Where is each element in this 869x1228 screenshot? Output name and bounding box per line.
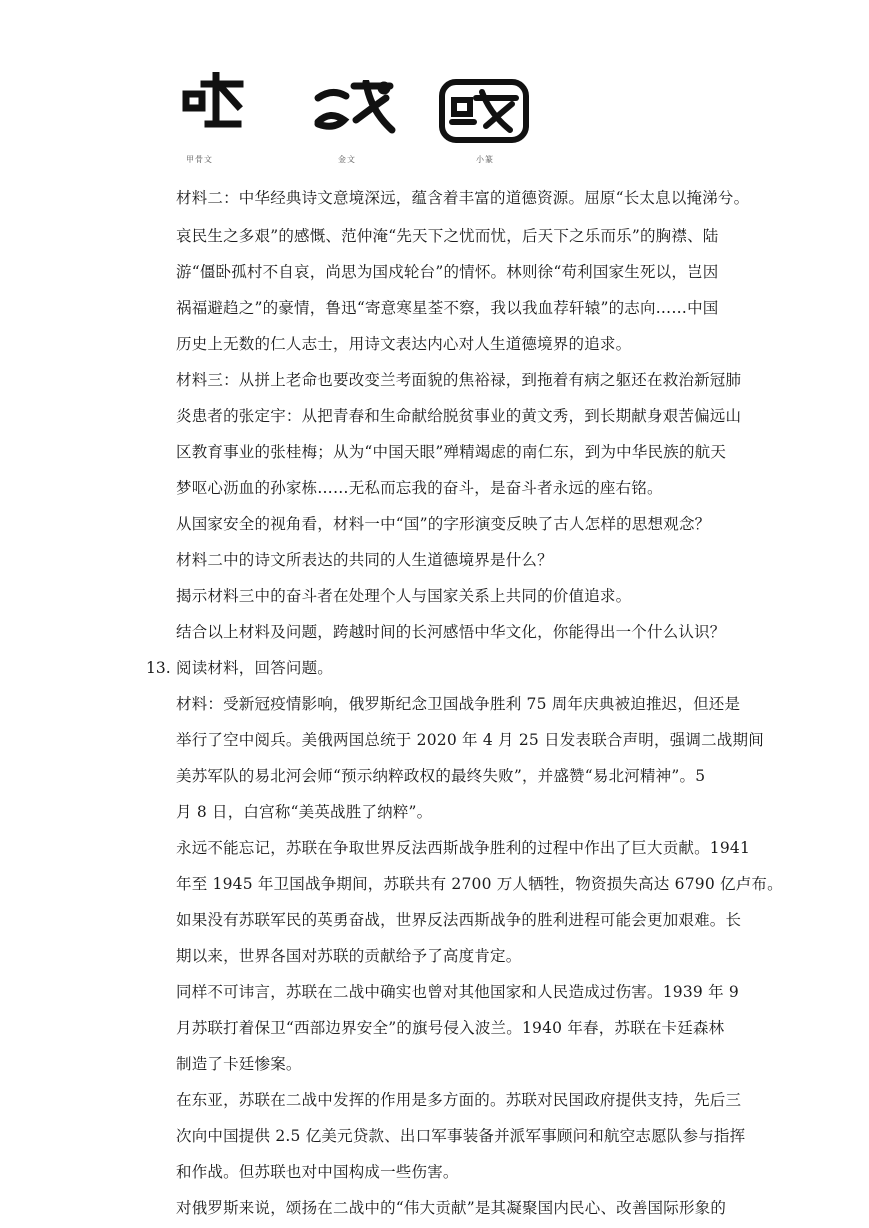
q13-para4-line: 和作战。但苏联也对中国构成一些伤害。 [176,1163,459,1181]
q13-para1-line: 材料：受新冠疫情影响，俄罗斯纪念卫国战争胜利 75 周年庆典被迫推迟，但还是 [176,695,741,713]
material2-line: 历史上无数的仁人志士，用诗文表达内心对人生道德境界的追求。 [176,335,632,353]
xiaozhuan-caption: 小篆 [476,155,494,164]
q13-para4-line: 次向中国提供 2.5 亿美元贷款、出口军事装备并派军事顾问和航空志愿队参与指挥 [176,1127,746,1145]
q13-para3-line: 制造了卡廷惨案。 [176,1055,302,1073]
question-1: 从国家安全的视角看，材料一中“国”的字形演变反映了古人怎样的思想观念？ [176,515,711,533]
q13-para2-line: 期以来，世界各国对苏联的贡献给予了高度肯定。 [176,947,522,965]
q13-para2-line: 年至 1945 年卫国战争期间，苏联共有 2700 万人牺牲，物资损失高达 6790 亿卢布。 [176,875,783,893]
q13-para1-line: 举行了空中阅兵。美俄两国总统于 2020 年 4 月 25 日发表联合声明，强调二战期间 [176,731,764,749]
material2-line: 游“僵卧孤村不自哀，尚思为国戍轮台”的情怀。林则徐“苟利国家生死以，岂因 [176,263,719,281]
question-13-prompt: 阅读材料，回答问题。 [176,659,334,677]
question-2: 材料二中的诗文所表达的共同的人生道德境界是什么？ [176,551,553,569]
question-13-number: 13. [146,659,171,677]
jinwen-caption: 金文 [338,155,356,164]
q13-para3-line: 同样不可讳言，苏联在二战中确实也曾对其他国家和人民造成过伤害。1939 年 9 [176,983,739,1001]
material2-line: 材料二：中华经典诗文意境深远，蕴含着丰富的道德资源。屈原“长太息以掩涕兮。 [176,189,750,207]
material3-line: 梦呕心沥血的孙家栋……无私而忘我的奋斗，是奋斗者永远的座右铭。 [176,479,663,497]
material3-line: 炎患者的张定宇：从把青春和生命献给脱贫事业的黄文秀，到长期献身艰苦偏远山 [176,407,742,425]
material2-line: 哀民生之多艰”的感慨、范仲淹“先天下之忧而忧，后天下之乐而乐”的胸襟、陆 [176,227,719,245]
question-4: 结合以上材料及问题，跨越时间的长河感悟中华文化，你能得出一个什么认识？ [176,623,726,641]
q13-para1-line: 月 8 日，白宫称“美英战胜了纳粹”。 [176,803,433,821]
material3-line: 区教育事业的张桂梅；从为“中国天眼”殚精竭虑的南仁东，到为中华民族的航天 [176,443,727,461]
q13-para2-line: 如果没有苏联军民的英勇奋战，世界反法西斯战争的胜利进程可能会更加艰难。长 [176,911,742,929]
material2-line: 祸福避趋之”的豪情，鲁迅“寄意寒星荃不察，我以我血荐轩辕”的志向……中国 [176,299,719,317]
xiaozhuan-guo-glyph [438,78,530,144]
q13-para4-line: 在东亚，苏联在二战中发挥的作用是多方面的。苏联对民国政府提供支持，先后三 [176,1091,742,1109]
material3-line: 材料三：从拼上老命也要改变兰考面貌的焦裕禄，到拖着有病之躯还在救治新冠肺 [176,371,742,389]
q13-para1-line: 美苏军队的易北河会师“预示纳粹政权的最终失败”，并盛赞“易北河精神”。5 [176,767,706,785]
guo-character-evolution-figure [176,72,556,172]
q13-para3-line: 月苏联打着保卫“西部边界安全”的旗号侵入波兰。1940 年春，苏联在卡廷森林 [176,1019,725,1037]
jinwen-guo-glyph [312,80,396,136]
q13-para5-line: 对俄罗斯来说，颂扬在二战中的“伟大贡献”是其凝聚国内民心、改善国际形象的 [176,1199,727,1217]
jiaguwen-caption: 甲骨文 [186,155,213,164]
question-3: 揭示材料三中的奋斗者在处理个人与国家关系上共同的价值追求。 [176,587,632,605]
jiaguwen-guo-glyph [180,72,244,132]
q13-para2-line: 永远不能忘记，苏联在争取世界反法西斯战争胜利的过程中作出了巨大贡献。1941 [176,839,751,857]
